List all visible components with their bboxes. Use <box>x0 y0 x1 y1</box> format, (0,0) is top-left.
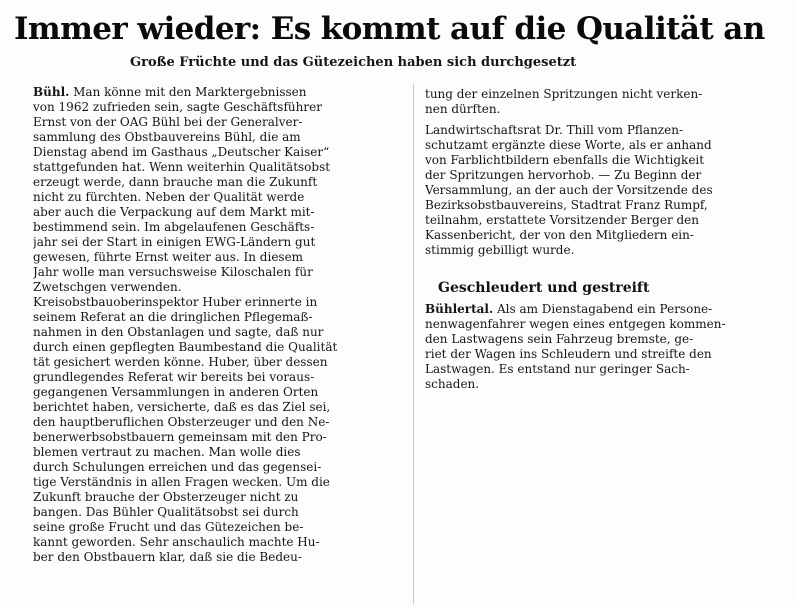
line-text: Als am Dienstagabend ein Persone- <box>493 302 713 316</box>
line-text: tung der einzelnen Spritzungen nicht verken- <box>425 87 703 101</box>
line-text: blemen vertraut zu machen. Man wolle dies <box>33 445 301 459</box>
line-text: Dienstag abend im Gasthaus „Deutscher Kaiser“ <box>33 145 330 159</box>
line-text: Zukunft brauche der Obsterzeuger nicht zu <box>33 490 299 504</box>
text-line <box>33 100 403 115</box>
text-line <box>33 520 403 535</box>
line-text: seinem Referat an die dringlichen Pflegemaß- <box>33 310 313 324</box>
line-text: kannt geworden. Sehr anschaulich machte Hu- <box>33 535 320 549</box>
text-line <box>33 445 403 460</box>
line-text: Bezirksobstbauvereins, Stadtrat Franz Rumpf, <box>425 198 708 212</box>
article-right-column <box>425 87 785 258</box>
text-line <box>33 235 403 250</box>
text-line <box>33 340 403 355</box>
text-line <box>33 280 403 295</box>
line-text: von 1962 zufrieden sein, sagte Geschäftsführer <box>33 100 322 114</box>
text-line <box>425 183 785 198</box>
text-line <box>33 325 403 340</box>
line-text: durch Schulungen erreichen und das gegensei- <box>33 460 322 474</box>
line-text: teilnahm, erstattete Vorsitzender Berger den <box>425 213 700 227</box>
line-text: nicht zu fürchten. Neben der Qualität werde <box>33 190 305 204</box>
text-line <box>33 415 403 430</box>
text-line <box>425 243 785 258</box>
line-text: von Farblichtbildern ebenfalls die Wichtigkeit <box>425 153 705 167</box>
text-line <box>425 362 785 377</box>
text-line <box>425 153 785 168</box>
line-text: aber auch die Verpackung auf dem Markt mit- <box>33 205 315 219</box>
column-divider <box>413 84 414 604</box>
line-text: sammlung des Obstbauvereins Bühl, die am <box>33 130 301 144</box>
article-headline: Immer wieder: Es kommt auf die Qualität an <box>14 11 765 47</box>
text-line <box>425 213 785 228</box>
text-line <box>33 130 403 145</box>
line-text: nahmen in den Obstanlagen und sagte, daß nur <box>33 325 324 339</box>
line-text: Kassenbericht, der von den Mitgliedern ein- <box>425 228 694 242</box>
text-line <box>33 430 403 445</box>
line-text: stattgefunden hat. Wenn weiterhin Qualitätsobst <box>33 160 331 174</box>
brief-heading: Geschleudert und gestreift <box>438 280 650 296</box>
text-line <box>425 347 785 362</box>
text-line <box>33 145 403 160</box>
line-text: Kreisobstbauoberinspektor Huber erinnerte in <box>33 295 318 309</box>
dateline: Bühlertal. <box>425 302 494 316</box>
text-line <box>425 228 785 243</box>
text-line <box>33 85 403 100</box>
text-line <box>33 460 403 475</box>
line-text: jahr sei der Start in einigen EWG-Ländern gut <box>33 235 316 249</box>
text-line <box>425 138 785 153</box>
line-text: ber den Obstbauern klar, daß sie die Bedeu- <box>33 550 302 564</box>
line-text: Landwirtschaftsrat Dr. Thill vom Pflanzen- <box>425 123 684 137</box>
text-line <box>33 355 403 370</box>
text-line <box>33 550 403 565</box>
text-line <box>33 505 403 520</box>
line-text: schutzamt ergänzte diese Worte, als er anhand <box>425 138 712 152</box>
line-text: den hauptberuflichen Obsterzeuger und den Ne- <box>33 415 330 429</box>
text-line <box>33 400 403 415</box>
article-left-column <box>33 85 403 565</box>
line-text: nenwagenfahrer wegen eines entgegen kommen- <box>425 317 726 331</box>
text-line <box>33 535 403 550</box>
text-line <box>425 123 785 138</box>
dateline: Bühl. <box>33 85 70 99</box>
line-text: grundlegendes Referat wir bereits bei voraus- <box>33 370 315 384</box>
line-text: gewesen, führte Ernst weiter aus. In diesem <box>33 250 304 264</box>
text-line <box>425 168 785 183</box>
line-text: Ernst von der OAG Bühl bei der Generalver- <box>33 115 303 129</box>
text-line <box>33 250 403 265</box>
text-line <box>33 175 403 190</box>
text-line <box>33 220 403 235</box>
text-line <box>33 205 403 220</box>
line-text: der Spritzungen hervorhob. — Zu Beginn der <box>425 168 702 182</box>
text-line <box>425 87 785 102</box>
line-text: seine große Frucht und das Gütezeichen be- <box>33 520 304 534</box>
line-text: gegangenen Versammlungen in anderen Orten <box>33 385 319 399</box>
text-line <box>425 377 785 392</box>
text-line <box>33 115 403 130</box>
text-line <box>33 370 403 385</box>
line-text: stimmig gebilligt wurde. <box>425 243 575 257</box>
line-text: Jahr wolle man versuchsweise Kiloschalen für <box>33 265 313 279</box>
line-text: berichtet haben, versicherte, daß es das Ziel sei, <box>33 400 331 414</box>
text-line <box>33 295 403 310</box>
line-text: schaden. <box>425 377 480 391</box>
text-line <box>33 190 403 205</box>
text-line <box>425 102 785 117</box>
brief-body <box>425 302 785 392</box>
text-line <box>33 310 403 325</box>
text-line <box>33 160 403 175</box>
text-line <box>33 475 403 490</box>
line-text: den Lastwagens sein Fahrzeug bremste, ge- <box>425 332 694 346</box>
line-text: Lastwagen. Es entstand nur geringer Sach- <box>425 362 690 376</box>
line-text: Zwetschgen verwenden. <box>33 280 182 294</box>
text-line <box>425 302 785 317</box>
line-text: benerwerbsobstbauern gemeinsam mit den Pro- <box>33 430 327 444</box>
line-text: durch einen gepflegten Baumbestand die Qualität <box>33 340 338 354</box>
line-text: bestimmend sein. Im abgelaufenen Geschäfts- <box>33 220 315 234</box>
line-text: riet der Wagen ins Schleudern und streifte den <box>425 347 712 361</box>
line-text: tige Verständnis in allen Fragen wecken. Um die <box>33 475 330 489</box>
line-text: bangen. Das Bühler Qualitätsobst sei durch <box>33 505 299 519</box>
text-line <box>33 265 403 280</box>
line-text: erzeugt werde, dann brauche man die Zukunft <box>33 175 318 189</box>
line-text: Man könne mit den Marktergebnissen <box>69 85 307 99</box>
text-line <box>33 385 403 400</box>
article-subheadline: Große Früchte und das Gütezeichen haben sich durchgesetzt <box>130 55 577 70</box>
text-line <box>33 490 403 505</box>
text-line <box>425 198 785 213</box>
text-line <box>425 332 785 347</box>
line-text: Versammlung, an der auch der Vorsitzende des <box>425 183 713 197</box>
line-text: nen dürften. <box>425 102 501 116</box>
text-line <box>425 317 785 332</box>
line-text: tät gesichert werden könne. Huber, über dessen <box>33 355 328 369</box>
